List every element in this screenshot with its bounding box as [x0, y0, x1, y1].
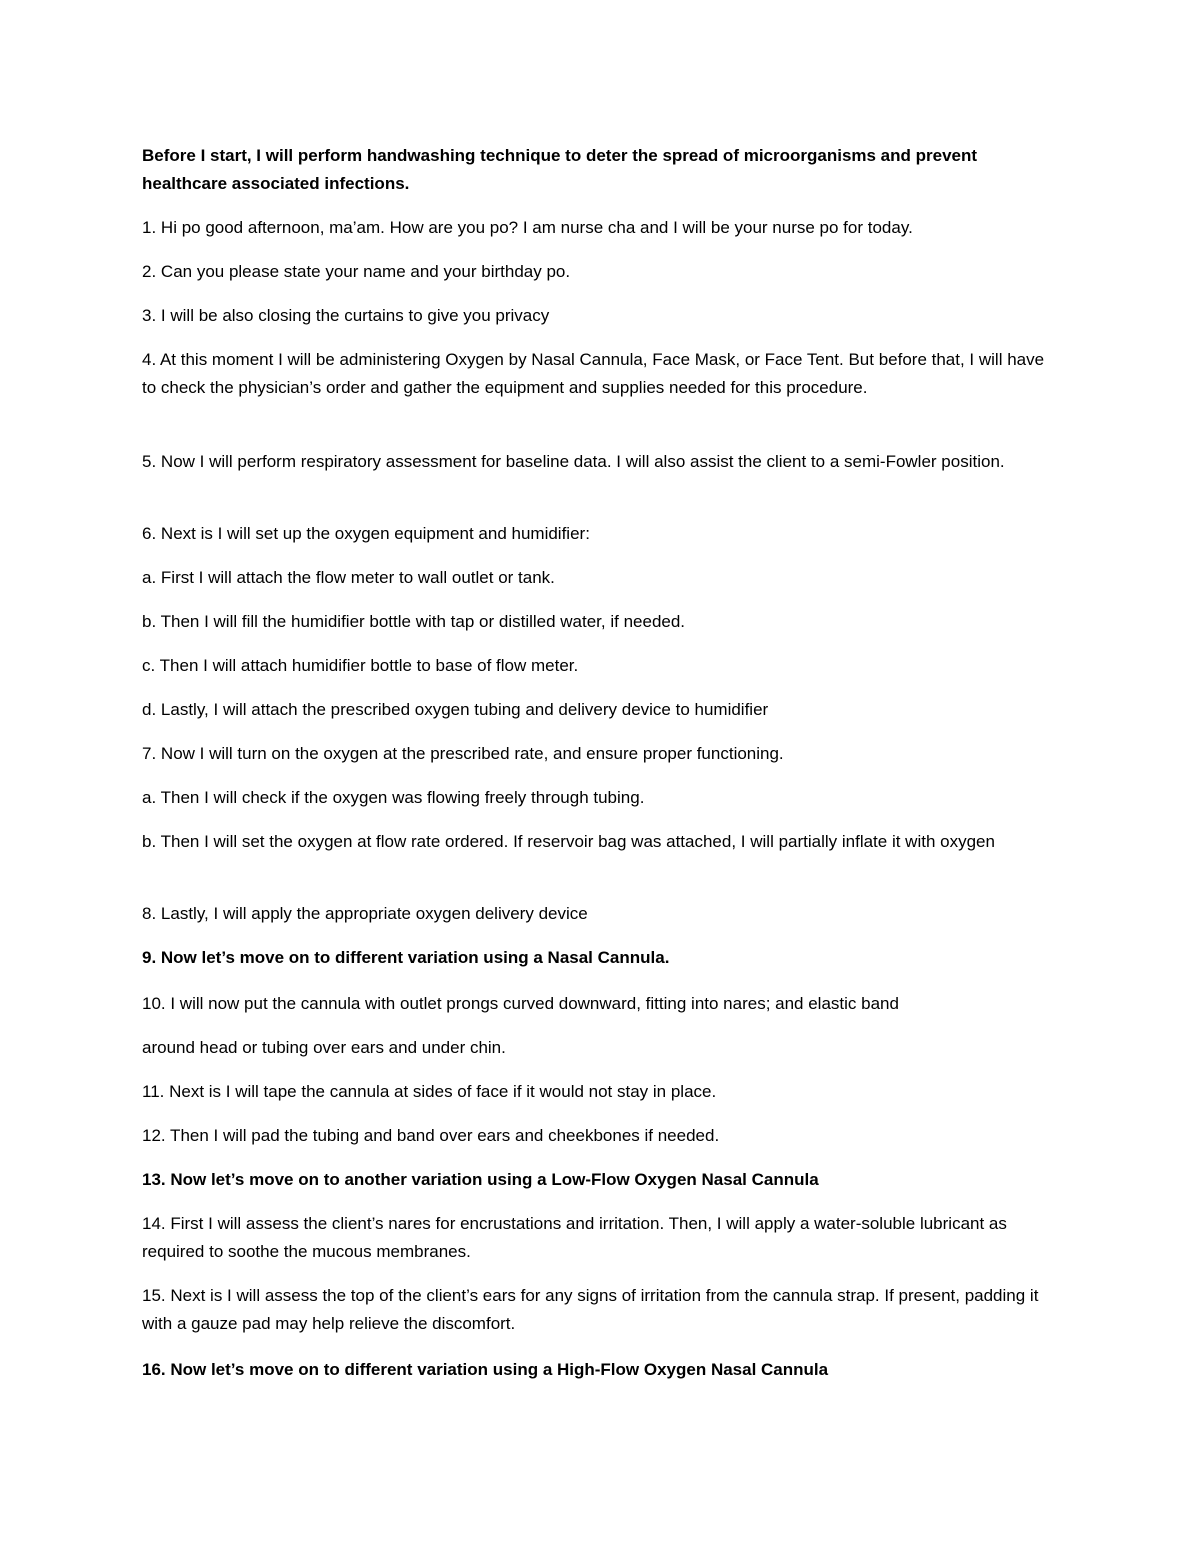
step-6a: a. First I will attach the flow meter to wall outlet or tank.	[142, 568, 555, 587]
section-heading-nasal-cannula: 9. Now let’s move on to different variation using a Nasal Cannula.	[142, 948, 670, 967]
step-3: 3. I will be also closing the curtains to give you privacy	[142, 306, 550, 325]
step-7b: b. Then I will set the oxygen at flow rate ordered. If reservoir bag was attached, I will partially inflate it with oxygen	[142, 832, 995, 851]
step-15: 15. Next is I will assess the top of the client’s ears for any signs of irritation from the cannula strap. If present, padding it with a gauze pad may help relieve the discomfort.	[142, 1286, 1039, 1333]
step-2: 2. Can you please state your name and your birthday po.	[142, 262, 571, 281]
step-7: 7. Now I will turn on the oxygen at the prescribed rate, and ensure proper functioning.	[142, 744, 784, 763]
step-12: 12. Then I will pad the tubing and band over ears and cheekbones if needed.	[142, 1126, 720, 1145]
step-11: 11. Next is I will tape the cannula at sides of face if it would not stay in place.	[142, 1082, 717, 1101]
step-6d: d. Lastly, I will attach the prescribed oxygen tubing and delivery device to humidifier	[142, 700, 769, 719]
step-7a: a. Then I will check if the oxygen was flowing freely through tubing.	[142, 788, 645, 807]
step-8: 8. Lastly, I will apply the appropriate oxygen delivery device	[142, 904, 588, 923]
step-10-continued: around head or tubing over ears and under chin.	[142, 1038, 506, 1057]
step-10: 10. I will now put the cannula with outlet prongs curved downward, fitting into nares; and elastic band	[142, 994, 899, 1013]
step-5: 5. Now I will perform respiratory assessment for baseline data. I will also assist the client to a semi-Fowler position.	[142, 452, 1005, 471]
intro-paragraph: Before I start, I will perform handwashing technique to deter the spread of microorganisms and prevent healthcare associated infections.	[142, 146, 978, 193]
step-6c: c. Then I will attach humidifier bottle to base of flow meter.	[142, 656, 579, 675]
section-heading-low-flow: 13. Now let’s move on to another variation using a Low-Flow Oxygen Nasal Cannula	[142, 1170, 819, 1189]
step-6: 6. Next is I will set up the oxygen equipment and humidifier:	[142, 524, 590, 543]
step-6b: b. Then I will fill the humidifier bottle with tap or distilled water, if needed.	[142, 612, 686, 631]
step-4: 4. At this moment I will be administering Oxygen by Nasal Cannula, Face Mask, or Face Tent. But before that, I will have to check the physician’s order and gather the equipment and supplies needed for this procedure.	[142, 350, 1045, 397]
step-14: 14. First I will assess the client’s nares for encrustations and irritation. Then, I will apply a water-soluble lubricant as required to soothe the mucous membranes.	[142, 1214, 1007, 1261]
section-heading-high-flow: 16. Now let’s move on to different variation using a High-Flow Oxygen Nasal Cannula	[142, 1360, 829, 1379]
step-1: 1. Hi po good afternoon, ma’am. How are you po? I am nurse cha and I will be your nurse po for today.	[142, 218, 913, 237]
